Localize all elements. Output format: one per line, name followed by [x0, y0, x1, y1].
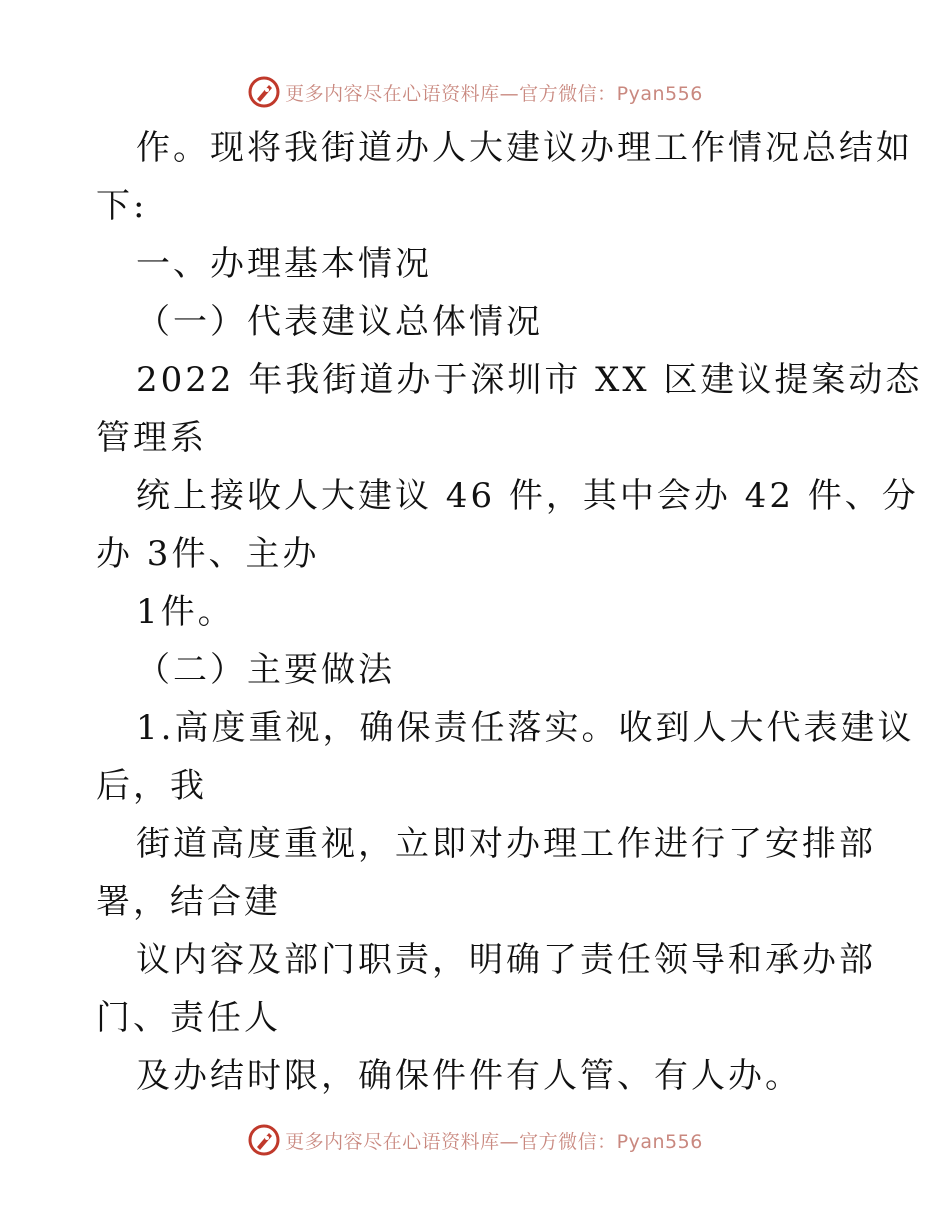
paragraph-line: 1件。 [136, 592, 235, 632]
paragraph-line: 下: [96, 186, 148, 226]
subsection-heading: （二）主要做法 [136, 650, 395, 690]
paragraph-line: 办 3件、主办 [96, 534, 320, 574]
footer-watermark-banner [0, 1120, 950, 1160]
paragraph-line: 1.高度重视，确保责任落实。收到人大代表建议 [136, 708, 915, 748]
paragraph-line: 议内容及部门职责，明确了责任领导和承办部 [136, 940, 876, 980]
watermark-text: 更多内容尽在心语资料库—官方微信：Pyan556 [285, 1130, 703, 1153]
paragraph-line: 门、责任人 [96, 998, 281, 1038]
paragraph-line: 统上接收人大建议 46 件，其中会办 42 件、分 [136, 476, 919, 516]
pen-nib-logo-icon [247, 75, 281, 109]
paragraph-line: 管理系 [96, 418, 207, 458]
paragraph-line: 署，结合建 [96, 882, 281, 922]
header-watermark-banner [0, 72, 950, 112]
paragraph-line: 2022 年我街道办于深圳市 XX 区建议提案动态 [136, 360, 923, 400]
paragraph-line: 及办结时限，确保件件有人管、有人办。 [136, 1056, 802, 1096]
paragraph-line: 后，我 [96, 766, 207, 806]
watermark-text: 更多内容尽在心语资料库—官方微信：Pyan556 [285, 82, 703, 105]
paragraph-line: 街道高度重视，立即对办理工作进行了安排部 [136, 824, 876, 864]
paragraph-line: 作。现将我街道办人大建议办理工作情况总结如 [136, 128, 913, 168]
pen-nib-logo-icon [247, 1123, 281, 1157]
section-heading: 一、办理基本情况 [136, 244, 432, 284]
subsection-heading: （一）代表建议总体情况 [136, 302, 543, 342]
